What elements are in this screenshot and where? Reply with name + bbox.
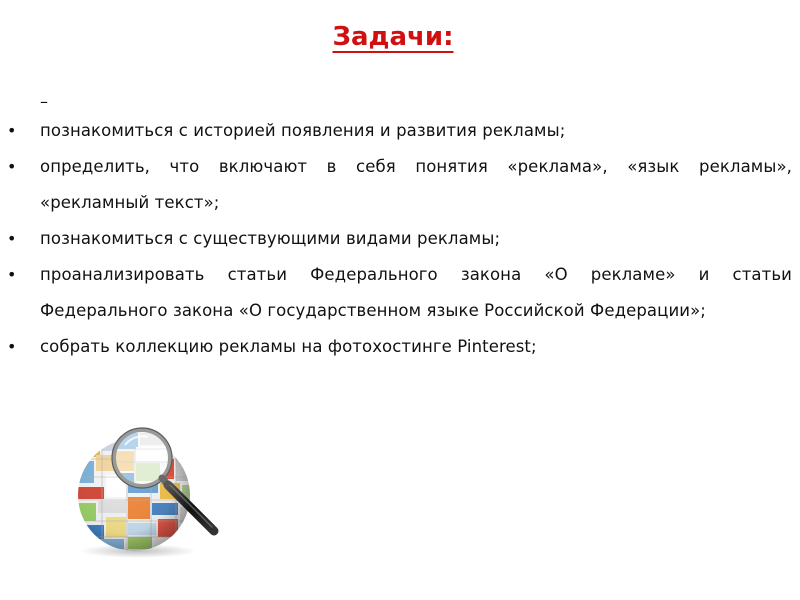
task-text: познакомиться с существующими видами рекламы; [40,229,501,248]
slide-title-text: Задачи: [332,22,454,52]
magnifier-over-globe-icon [72,425,232,560]
task-item [0,221,800,257]
task-item [0,113,800,149]
task-text: познакомиться с историей появления и развития рекламы; [40,121,566,140]
task-text: проанализировать статьи Федерального закона «О рекламе» и статьи Федерального закона «О государственном языке Российской Федерации»; [40,265,792,320]
task-text: определить, что включают в себя понятия «реклама», «язык рекламы», «рекламный текст»; [40,157,792,212]
bullet-icon: • [7,121,17,140]
stray-dash-mark: – [40,92,48,111]
task-item [0,149,800,221]
bullet-icon: • [7,157,17,176]
task-item [0,329,800,365]
bullet-icon: • [7,337,17,356]
bullet-icon: • [7,229,17,248]
task-list [0,113,800,365]
slide-title [0,20,800,54]
task-item [0,257,800,329]
task-text: собрать коллекцию рекламы на фотохостинге Pinterest; [40,337,537,356]
bullet-icon: • [7,265,17,284]
